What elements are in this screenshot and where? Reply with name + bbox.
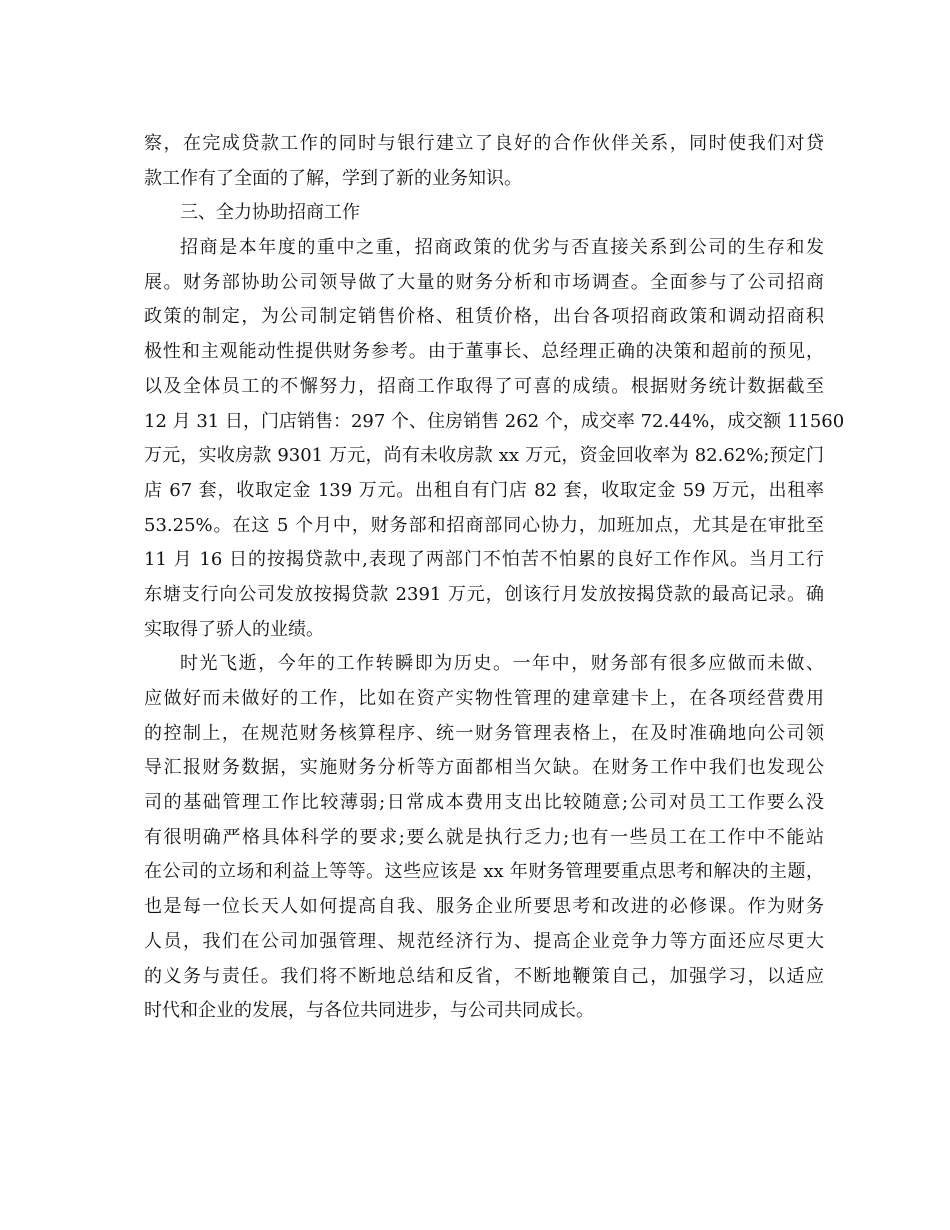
text-line: 时代和企业的发展，与各位共同进步，与公司共同成长。 <box>144 1000 594 1022</box>
text-line: 店 67 套，收取定金 139 万元。出租自有门店 82 套，收取定金 59 万元，出租率 <box>144 479 824 501</box>
text-line: 导汇报财务数据，实施财务分析等方面都相当欠缺。在财务工作中我们也发现公 <box>144 757 824 779</box>
text-line: 司的基础管理工作比较薄弱;日常成本费用支出比较随意;公司对员工工作要么没 <box>144 792 824 814</box>
section-heading: 三、全力协助招商工作 <box>180 202 360 224</box>
text-line: 有很明确严格具体科学的要求;要么就是执行乏力;也有一些员工在工作中不能站 <box>144 826 824 848</box>
text-line: 53.25%。在这 5 个月中，财务部和招商部同心协力，加班加点，尤其是在审批至 <box>144 514 824 536</box>
text-line: 以及全体员工的不懈努力，招商工作取得了可喜的成绩。根据财务统计数据截至 <box>144 375 824 397</box>
text-line: 实取得了骄人的业绩。 <box>144 618 324 640</box>
text-line: 12 月 31 日，门店销售：297 个、住房销售 262 个，成交率 72.44%，成交额 11560 <box>144 410 845 432</box>
text-line: 应做好而未做好的工作，比如在资产实物性管理的建章建卡上，在各项经营费用 <box>144 688 824 709</box>
text-line: 款工作有了全面的了解，学到了新的业务知识。 <box>144 167 522 189</box>
text-line: 时光飞逝，今年的工作转瞬即为历史。一年中，财务部有很多应做而未做、 <box>180 653 824 675</box>
text-line: 察，在完成贷款工作的同时与银行建立了良好的合作伙伴关系，同时使我们对贷 <box>144 133 824 154</box>
text-line: 万元，实收房款 9301 万元，尚有未收房款 xx 万元，资金回收率为 82.62%;预定门 <box>144 445 824 467</box>
text-line: 也是每一位长天人如何提高自我、服务企业所要思考和改进的必修课。作为财务 <box>144 896 824 918</box>
text-line: 人员，我们在公司加强管理、规范经济行为、提高企业竞争力等方面还应尽更大 <box>144 930 824 952</box>
text-line: 招商是本年度的重中之重，招商政策的优劣与否直接关系到公司的生存和发 <box>180 237 824 259</box>
text-line: 在公司的立场和利益上等等。这些应该是 xx 年财务管理要重点思考和解决的主题， <box>144 861 824 883</box>
text-line: 政策的制定，为公司制定销售价格、租赁价格，出台各项招商政策和调动招商积 <box>144 306 824 328</box>
text-line: 11 月 16 日的按揭贷款中,表现了两部门不怕苦不怕累的良好工作作风。当月工行 <box>144 549 824 571</box>
document-body <box>144 127 845 1029</box>
text-line: 极性和主观能动性提供财务参考。由于董事长、总经理正确的决策和超前的预见， <box>144 341 824 363</box>
text-line: 东塘支行向公司发放按揭贷款 2391 万元，创该行月发放按揭贷款的最高记录。确 <box>144 583 824 605</box>
text-line: 的义务与责任。我们将不断地总结和反省，不断地鞭策自己，加强学习，以适应 <box>144 965 824 987</box>
text-line: 展。财务部协助公司领导做了大量的财务分析和市场调查。全面参与了公司招商 <box>144 271 824 293</box>
text-line: 的控制上，在规范财务核算程序、统一财务管理表格上，在及时准确地向公司领 <box>144 722 824 744</box>
